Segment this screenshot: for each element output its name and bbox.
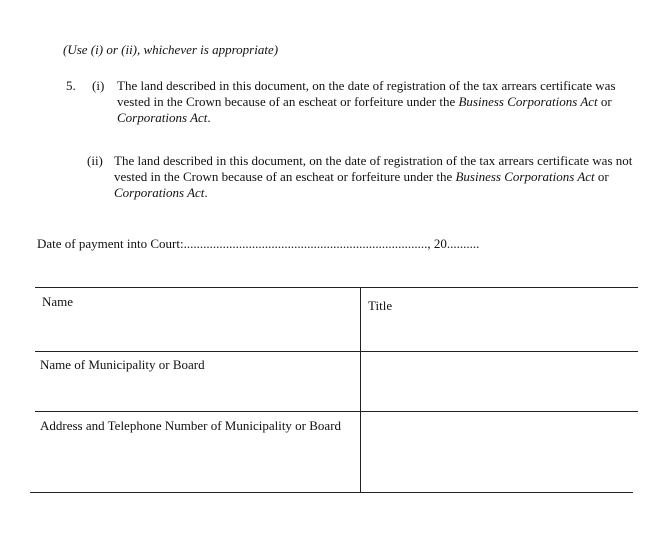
option-i-end: . (207, 110, 211, 125)
table-row-divider-2 (35, 411, 638, 412)
table-row-divider-1 (35, 351, 638, 352)
address-phone-field[interactable] (35, 413, 359, 491)
option-ii-text (114, 153, 646, 201)
address-right-field[interactable] (362, 413, 638, 491)
address-label: Address and Telephone Number of Municipality or Board (40, 418, 342, 433)
option-i-marker: (i) (92, 78, 105, 93)
option-i-act-1: Business Corporations Act (458, 94, 598, 109)
item-number: 5. (66, 78, 76, 93)
option-i-or: or (597, 94, 612, 109)
name-field[interactable] (35, 290, 359, 350)
payment-date-line[interactable] (37, 236, 479, 252)
title-field[interactable] (362, 290, 638, 350)
instruction-note: (Use (i) or (ii), whichever is appropriate) (63, 42, 279, 57)
option-ii-marker: (ii) (87, 153, 103, 168)
municipality-label: Name of Municipality or Board (40, 357, 205, 372)
table-column-divider (360, 287, 361, 492)
option-ii-act-2: Corporations Act (114, 185, 205, 200)
option-i-text (117, 78, 645, 126)
option-ii-body: The land described in this document, on the date of registration of the tax arrears certificate was not vested in the Crown because of an escheat or forfeiture under the (114, 153, 633, 184)
option-i-body: The land described in this document, on the date of registration of the tax arrears certificate was vested in the Crown because of an escheat or forfeiture under the (117, 78, 616, 109)
option-ii-end: . (204, 185, 208, 200)
municipality-field[interactable] (35, 353, 359, 410)
option-ii-or: or (594, 169, 609, 184)
name-label: Name (42, 294, 74, 309)
option-ii-act-1: Business Corporations Act (455, 169, 595, 184)
title-label: Title (368, 298, 393, 313)
table-bottom-border (30, 492, 633, 493)
payment-year-blank[interactable]: 20.......... (430, 236, 480, 251)
payment-date-blank[interactable]: ..........................................................................., (183, 236, 431, 251)
option-i-act-2: Corporations Act (117, 110, 208, 125)
payment-label: Date of payment into Court: (37, 236, 184, 251)
municipality-right-field[interactable] (362, 353, 638, 410)
table-top-border (35, 287, 638, 288)
